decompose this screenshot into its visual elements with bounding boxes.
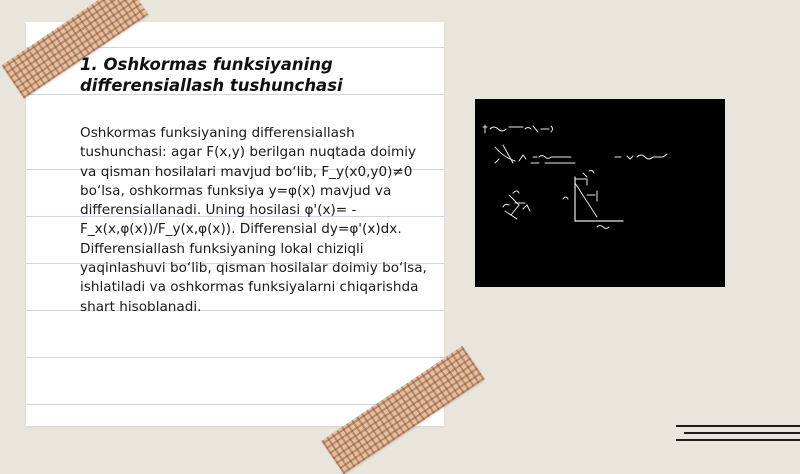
slide-body-text: Oshkormas funksiyaning differensiallash tushunchasi: agar F(x,y) berilgan nuqtada doimiy va qisman hosilalari mavjud bo‘lib, F_y(x0,y0)≠0 bo‘lsa, oshkormas funksiya y=φ(x) mavjud va differensiallanadi. Uning hosilasi φ'(x)= -F_x(x,φ(x))/F_y(x,φ(x)). Differensial dy=φ'(x)dx. Differensiallash funksiyaning lokal chiziqli yaqinlashuvi bo‘lib, qisman hosilalar doimiy bo‘lsa, ishlatiladi va oshkormas funksiyalarni chiqarishda shart hisoblanadi. [80,125,427,315]
decorative-lines [676,425,800,445]
decorative-line [684,432,800,434]
blackboard-figure [475,99,725,287]
slide-title: 1. Oshkormas funksiyaning differensiallash tushunchasi [80,55,343,95]
decorative-line [676,425,800,427]
blackboard-sketch [475,99,725,287]
decorative-line [676,439,800,441]
